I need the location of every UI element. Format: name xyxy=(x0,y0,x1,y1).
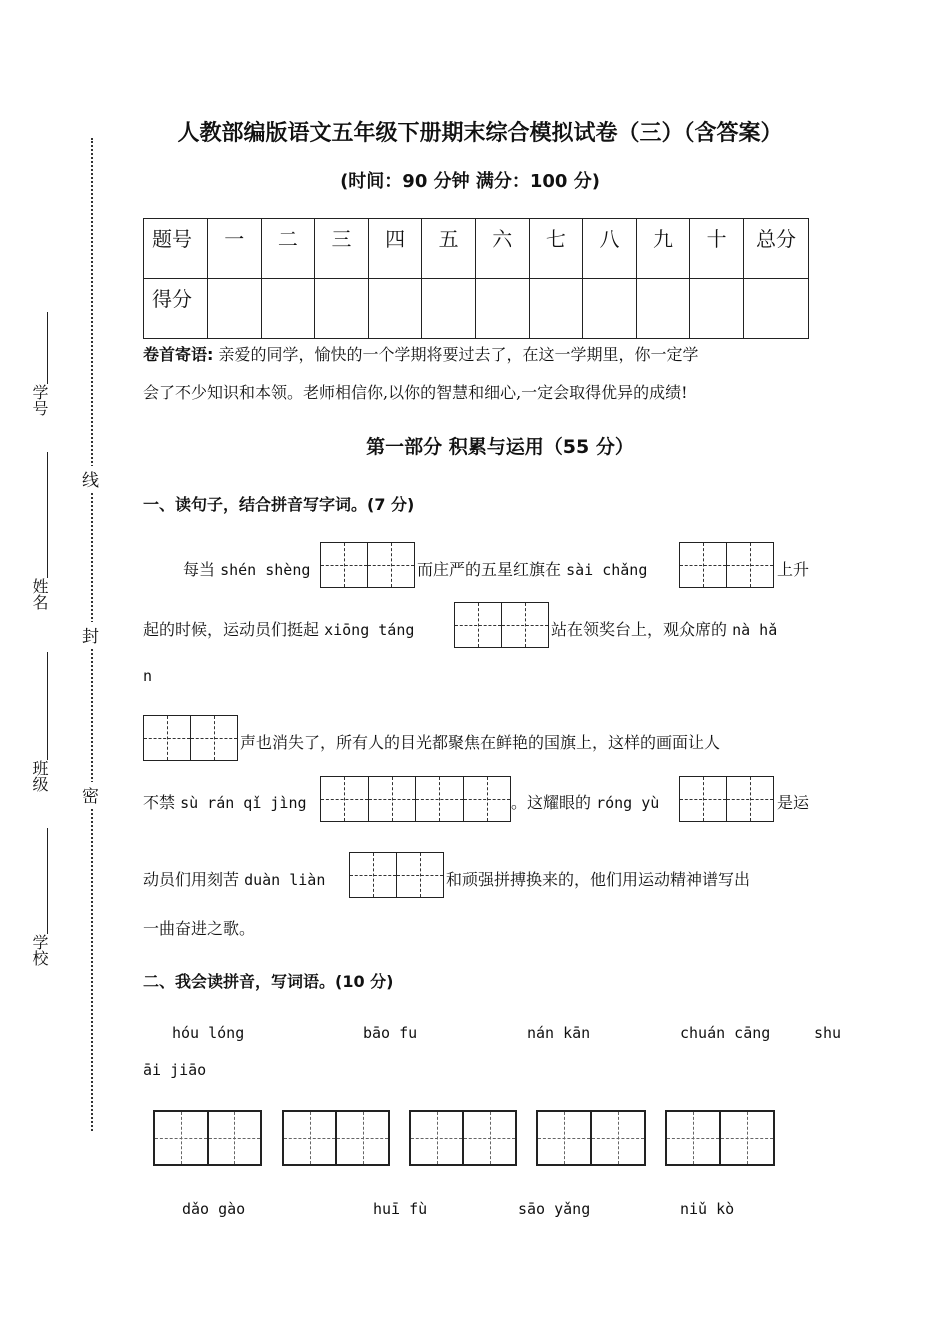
q1-line2-b: 站在领奖台上，观众席的 nà hǎ xyxy=(551,620,778,639)
score-cell[interactable] xyxy=(422,279,476,339)
q2-pinyin-huifu: huī fù xyxy=(373,1200,428,1218)
exam-title: 人教部编版语文五年级下册期末综合模拟试卷（三）（含答案） xyxy=(177,121,783,146)
col-5: 五 xyxy=(422,219,476,279)
pinyin: xiōng táng xyxy=(324,621,415,639)
score-cell[interactable] xyxy=(261,279,315,339)
pinyin: nà hǎ xyxy=(732,621,778,639)
pinyin: sài chǎng xyxy=(566,561,648,579)
score-label-cell: 得分 xyxy=(144,279,208,339)
q2-pinyin-niuko: niǔ kò xyxy=(680,1200,735,1218)
score-cell[interactable] xyxy=(529,279,583,339)
student-id-label: 学号 xyxy=(30,384,49,416)
q2-pinyin-daogao: dǎo gào xyxy=(182,1200,246,1218)
q1-line4: 声也消失了，所有人的目光都聚焦在鲜艳的国旗上，这样的画面让人 xyxy=(240,733,721,752)
score-table-score-row xyxy=(144,279,809,339)
score-cell[interactable] xyxy=(315,279,369,339)
preface-line-2: 会了不少知识和本领。老师相信你,以你的智慧和细心,一定会取得优异的成绩! xyxy=(143,383,688,402)
score-cell[interactable] xyxy=(208,279,262,339)
q1-line3-pinyin: n xyxy=(143,667,153,685)
q2-pinyin-shu: shu xyxy=(814,1024,842,1042)
q2-pinyin-baofu: bāo fu xyxy=(363,1024,418,1042)
char-box-suranqijing[interactable] xyxy=(320,776,511,822)
q1-line6-a: 动员们用刻苦 duàn liàn xyxy=(143,870,326,889)
name-blank[interactable] xyxy=(47,452,48,578)
q2-pinyin-chuancang: chuán cāng xyxy=(680,1024,771,1042)
score-cell[interactable] xyxy=(583,279,637,339)
word-box-5[interactable] xyxy=(665,1110,775,1166)
preface-text-1: 亲爱的同学，愉快的一个学期将要过去了，在这一学期里，你一定学 xyxy=(213,345,699,364)
score-cell[interactable] xyxy=(475,279,529,339)
part1-heading: 第一部分 积累与运用（55 分） xyxy=(366,436,634,458)
q1-line1-a: 每当 shén shèng xyxy=(183,560,311,579)
header-label-cell: 题号 xyxy=(144,219,208,279)
char-box-shensheng[interactable] xyxy=(320,542,415,588)
col-7: 七 xyxy=(529,219,583,279)
student-id-blank[interactable] xyxy=(47,312,48,384)
preface-label: 卷首寄语: xyxy=(143,345,214,364)
q1-line7: 一曲奋进之歌。 xyxy=(143,919,256,938)
seal-char-xian: 线 xyxy=(82,466,99,491)
score-cell[interactable] xyxy=(368,279,422,339)
col-10: 十 xyxy=(690,219,744,279)
col-2: 二 xyxy=(261,219,315,279)
exam-subtitle: (时间：90 分钟 满分：100 分) xyxy=(340,171,600,192)
pinyin: róng yù xyxy=(596,794,660,812)
score-cell[interactable] xyxy=(744,279,809,339)
q2-heading: 二、我会读拼音，写词语。(10 分) xyxy=(143,972,394,991)
col-9: 九 xyxy=(636,219,690,279)
q1-line2-a: 起的时候，运动员们挺起 xiōng táng xyxy=(143,620,415,639)
word-box-1[interactable] xyxy=(153,1110,262,1166)
score-table-header-row xyxy=(144,219,809,279)
score-cell[interactable] xyxy=(636,279,690,339)
q1-line1-c: 上升 xyxy=(777,560,810,579)
char-box-xiongtang[interactable] xyxy=(454,602,549,648)
score-table xyxy=(143,218,809,339)
word-box-2[interactable] xyxy=(282,1110,390,1166)
q1-line5-b: 。这耀眼的 róng yù xyxy=(511,793,660,812)
score-cell[interactable] xyxy=(690,279,744,339)
q1-heading: 一、读句子，结合拼音写字词。(7 分) xyxy=(143,495,415,514)
q1-line6-b: 和顽强拼搏换来的，他们用运动精神谱写出 xyxy=(446,870,751,889)
pinyin: sù rán qǐ jìng xyxy=(180,794,307,812)
char-box-nahan[interactable] xyxy=(143,715,238,761)
class-label: 班级 xyxy=(30,760,49,792)
q1-line1-b: 而庄严的五星红旗在 sài chǎng xyxy=(417,560,648,579)
char-box-saichang[interactable] xyxy=(679,542,774,588)
word-box-4[interactable] xyxy=(536,1110,646,1166)
q2-pinyin-nankan: nán kān xyxy=(527,1024,591,1042)
col-1: 一 xyxy=(208,219,262,279)
class-blank[interactable] xyxy=(47,652,48,760)
col-3: 三 xyxy=(315,219,369,279)
col-8: 八 xyxy=(583,219,637,279)
q1-line5-c: 是运 xyxy=(777,793,810,812)
seal-char-mi: 密 xyxy=(82,782,99,807)
pinyin: duàn liàn xyxy=(244,871,326,889)
pinyin: shén shèng xyxy=(220,561,311,579)
school-blank[interactable] xyxy=(47,828,48,934)
name-label: 姓名 xyxy=(30,578,49,610)
col-6: 六 xyxy=(475,219,529,279)
school-label: 学校 xyxy=(30,934,49,966)
q2-pinyin-houlong: hóu lóng xyxy=(172,1024,245,1042)
seal-char-feng: 封 xyxy=(82,622,99,647)
q1-line5-a: 不禁 sù rán qǐ jìng xyxy=(143,793,307,812)
q2-pinyin-wrap: āi jiāo xyxy=(143,1061,207,1079)
q2-pinyin-saoyang: sāo yǎng xyxy=(518,1200,591,1218)
word-box-3[interactable] xyxy=(409,1110,517,1166)
preface-line-1 xyxy=(143,342,699,365)
col-total: 总分 xyxy=(744,219,809,279)
char-box-duanlian[interactable] xyxy=(349,852,444,898)
char-box-rongyu[interactable] xyxy=(679,776,774,822)
col-4: 四 xyxy=(368,219,422,279)
